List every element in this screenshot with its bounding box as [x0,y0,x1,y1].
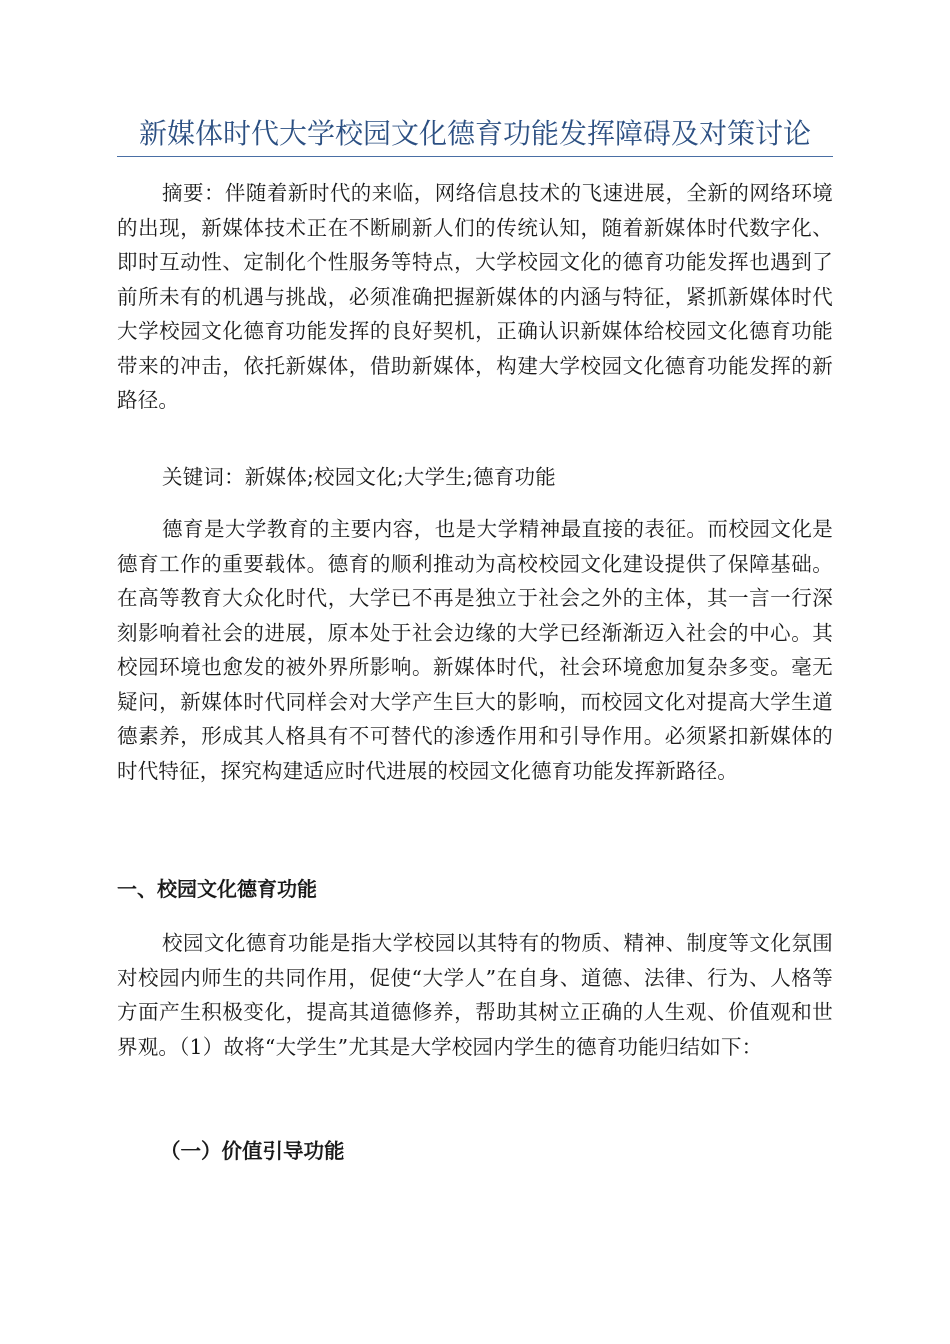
subsection-heading-1: （一）价值引导功能 [160,1139,345,1163]
intro-paragraph: 德育是大学教育的主要内容，也是大学精神最直接的表征。而校园文化是德育工作的重要载体。德育的顺利推动为高校校园文化建设提供了保障基础。在高等教育大众化时代，大学已不再是独立于社会之外的主体，其一言一行深刻影响着社会的进展，原本处于社会边缘的大学已经渐渐迈入社会的中心。其校园环境也愈发的被外界所影响。新媒体时代，社会环境愈加复杂多变。毫无疑问，新媒体时代同样会对大学产生巨大的影响，而校园文化对提高大学生道德素养，形成其人格具有不可替代的渗透作用和引导作用。必须紧扣新媒体的时代特征，探究构建适应时代进展的校园文化德育功能发挥新路径。 [117,517,833,783]
abstract-paragraph: 摘要：伴随着新时代的来临，网络信息技术的飞速进展，全新的网络环境的出现，新媒体技术正在不断刷新人们的传统认知，随着新媒体时代数字化、即时互动性、定制化个性服务等特点，大学校园文化的德育功能发挥也遇到了前所未有的机遇与挑战，必须准确把握新媒体的内涵与特征，紧抓新媒体时代大学校园文化德育功能发挥的良好契机，正确认识新媒体给校园文化德育功能带来的冲击，依托新媒体，借助新媒体，构建大学校园文化德育功能发挥的新路径。 [117,181,833,412]
keywords-line: 关键词：新媒体;校园文化;大学生;德育功能 [162,465,556,489]
title-underline [117,156,833,157]
section-heading-1: 一、校园文化德育功能 [117,877,317,901]
section-1-paragraph: 校园文化德育功能是指大学校园以其特有的物质、精神、制度等文化氛围对校园内师生的共同作用，促使“大学人”在自身、道德、法律、行为、人格等方面产生积极变化，提高其道德修养，帮助其树立正确的人生观、价值观和世界观。（1）故将“大学生”尤其是大学校园内学生的德育功能归结如下： [117,931,833,1059]
document-title: 新媒体时代大学校园文化德育功能发挥障碍及对策讨论 [138,117,811,150]
